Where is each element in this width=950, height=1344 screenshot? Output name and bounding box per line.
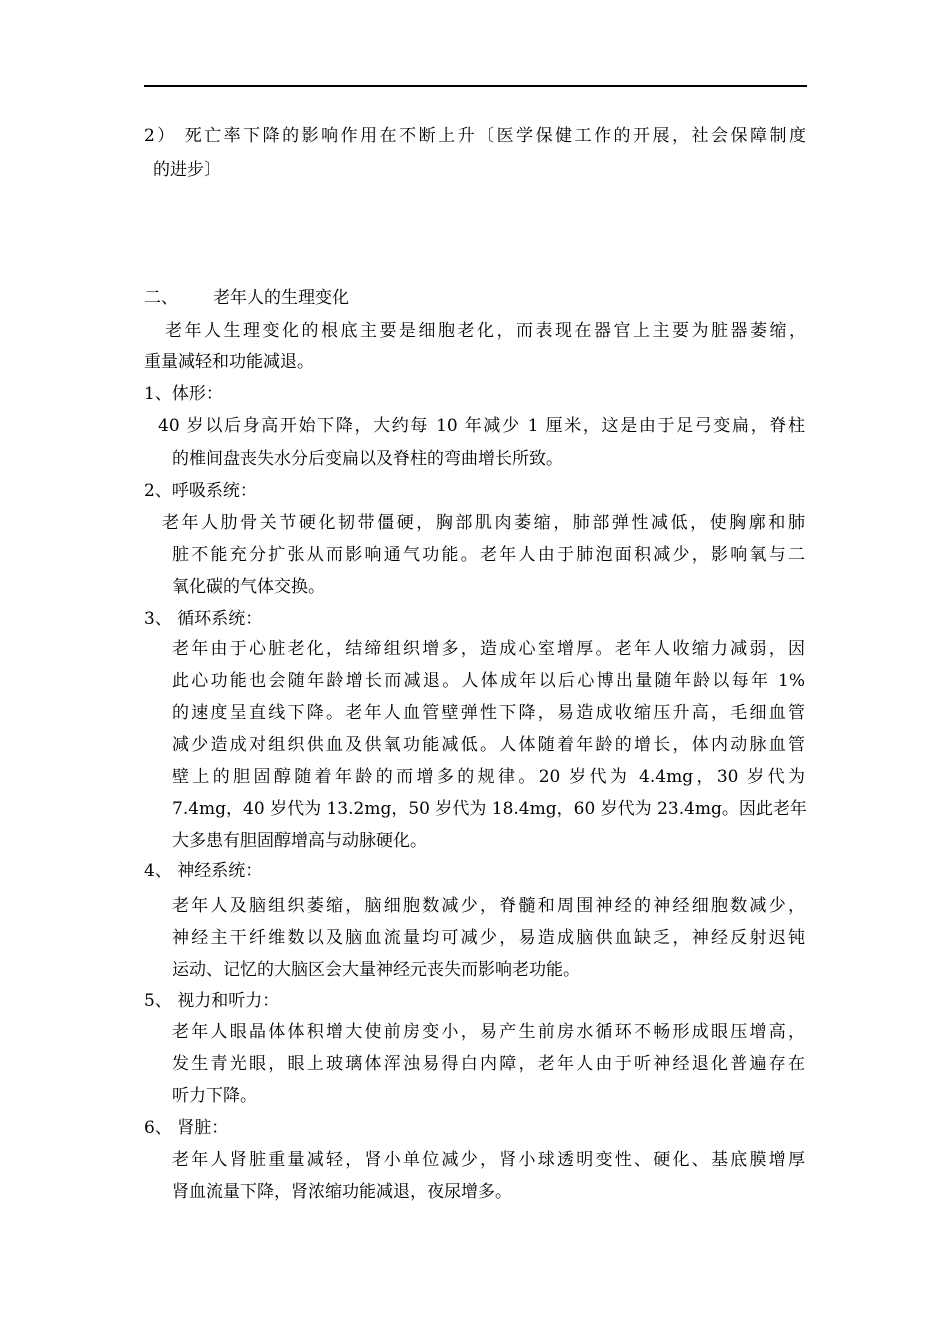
vision-hearing-line-1: 老年人眼晶体体积增大使前房变小，易产生前房水循环不畅形成眼压增高， [172, 1022, 805, 1042]
respiratory-line-2: 脏不能充分扩张从而影响通气功能。老年人由于肺泡面积减少，影响氧与二 [172, 545, 805, 565]
section-title: 老年人的生理变化 [213, 288, 349, 308]
body-shape-line-1: 40 岁以后身高开始下降，大约每 10 年减少 1 厘米，这是由于足弓变扁，脊柱 [158, 416, 805, 436]
vision-hearing-line-3: 听力下降。 [172, 1086, 257, 1106]
subsection-heading-body-shape: 1、体形： [144, 384, 223, 404]
circulatory-line-6: 7.4mg，40 岁代为 13.2mg，50 岁代为 18.4mg，60 岁代为 23.4mg。因此老年 [172, 799, 807, 819]
vision-hearing-line-2: 发生青光眼，眼上玻璃体浑浊易得白内障，老年人由于听神经退化普遍存在 [172, 1054, 805, 1074]
section-number: 二、 [144, 288, 178, 308]
item-2-line-2: 的进步〕 [153, 160, 221, 180]
subsection-heading-circulatory: 3、 循环系统： [144, 609, 263, 629]
intro-line-1: 老年人生理变化的根底主要是细胞老化，而表现在器官上主要为脏器萎缩， [165, 321, 806, 341]
respiratory-line-3: 氧化碳的气体交换。 [172, 577, 325, 597]
header-rule [144, 85, 807, 87]
item-2-line-1: 2） 死亡率下降的影响作用在不断上升〔医学保健工作的开展，社会保障制度 [144, 126, 806, 146]
circulatory-line-3: 的速度呈直线下降。老年人血管壁弹性下降，易造成收缩压升高，毛细血管 [172, 703, 805, 723]
circulatory-line-2: 此心功能也会随年龄增长而减退。人体成年以后心博出量随年龄以每年 1% [172, 671, 805, 691]
circulatory-line-7: 大多患有胆固醇增高与动脉硬化。 [172, 831, 427, 851]
respiratory-line-1: 老年人肋骨关节硬化韧带僵硬，胸部肌肉萎缩，肺部弹性减低，使胸廓和肺 [162, 513, 805, 533]
kidney-line-2: 肾血流量下降，肾浓缩功能减退，夜尿增多。 [172, 1182, 512, 1202]
intro-line-2: 重量减轻和功能减退。 [144, 352, 314, 372]
circulatory-line-4: 减少造成对组织供血及供氧功能减低。人体随着年龄的增长，体内动脉血管 [172, 735, 805, 755]
nervous-line-1: 老年人及脑组织萎缩，脑细胞数减少，脊髓和周围神经的神经细胞数减少， [172, 896, 805, 916]
circulatory-line-5: 壁上的胆固醇随着年龄的而增多的规律。20 岁代为 4.4mg，30 岁代为 [172, 767, 805, 787]
subsection-heading-vision-hearing: 5、 视力和听力： [144, 991, 280, 1011]
nervous-line-2: 神经主干纤维数以及脑血流量均可减少，易造成脑供血缺乏，神经反射迟钝 [172, 928, 805, 948]
circulatory-line-1: 老年由于心脏老化，结缔组织增多，造成心室增厚。老年人收缩力减弱，因 [172, 639, 805, 659]
kidney-line-1: 老年人肾脏重量减轻，肾小单位减少，肾小球透明变性、硬化、基底膜增厚 [172, 1150, 805, 1170]
subsection-heading-respiratory: 2、呼吸系统： [144, 481, 257, 501]
body-shape-line-2: 的椎间盘丧失水分后变扁以及脊柱的弯曲增长所致。 [172, 449, 563, 469]
nervous-line-3: 运动、记忆的大脑区会大量神经元丧失而影响老功能。 [172, 960, 580, 980]
subsection-heading-kidney: 6、 肾脏： [144, 1118, 229, 1138]
subsection-heading-nervous: 4、 神经系统： [144, 861, 263, 881]
